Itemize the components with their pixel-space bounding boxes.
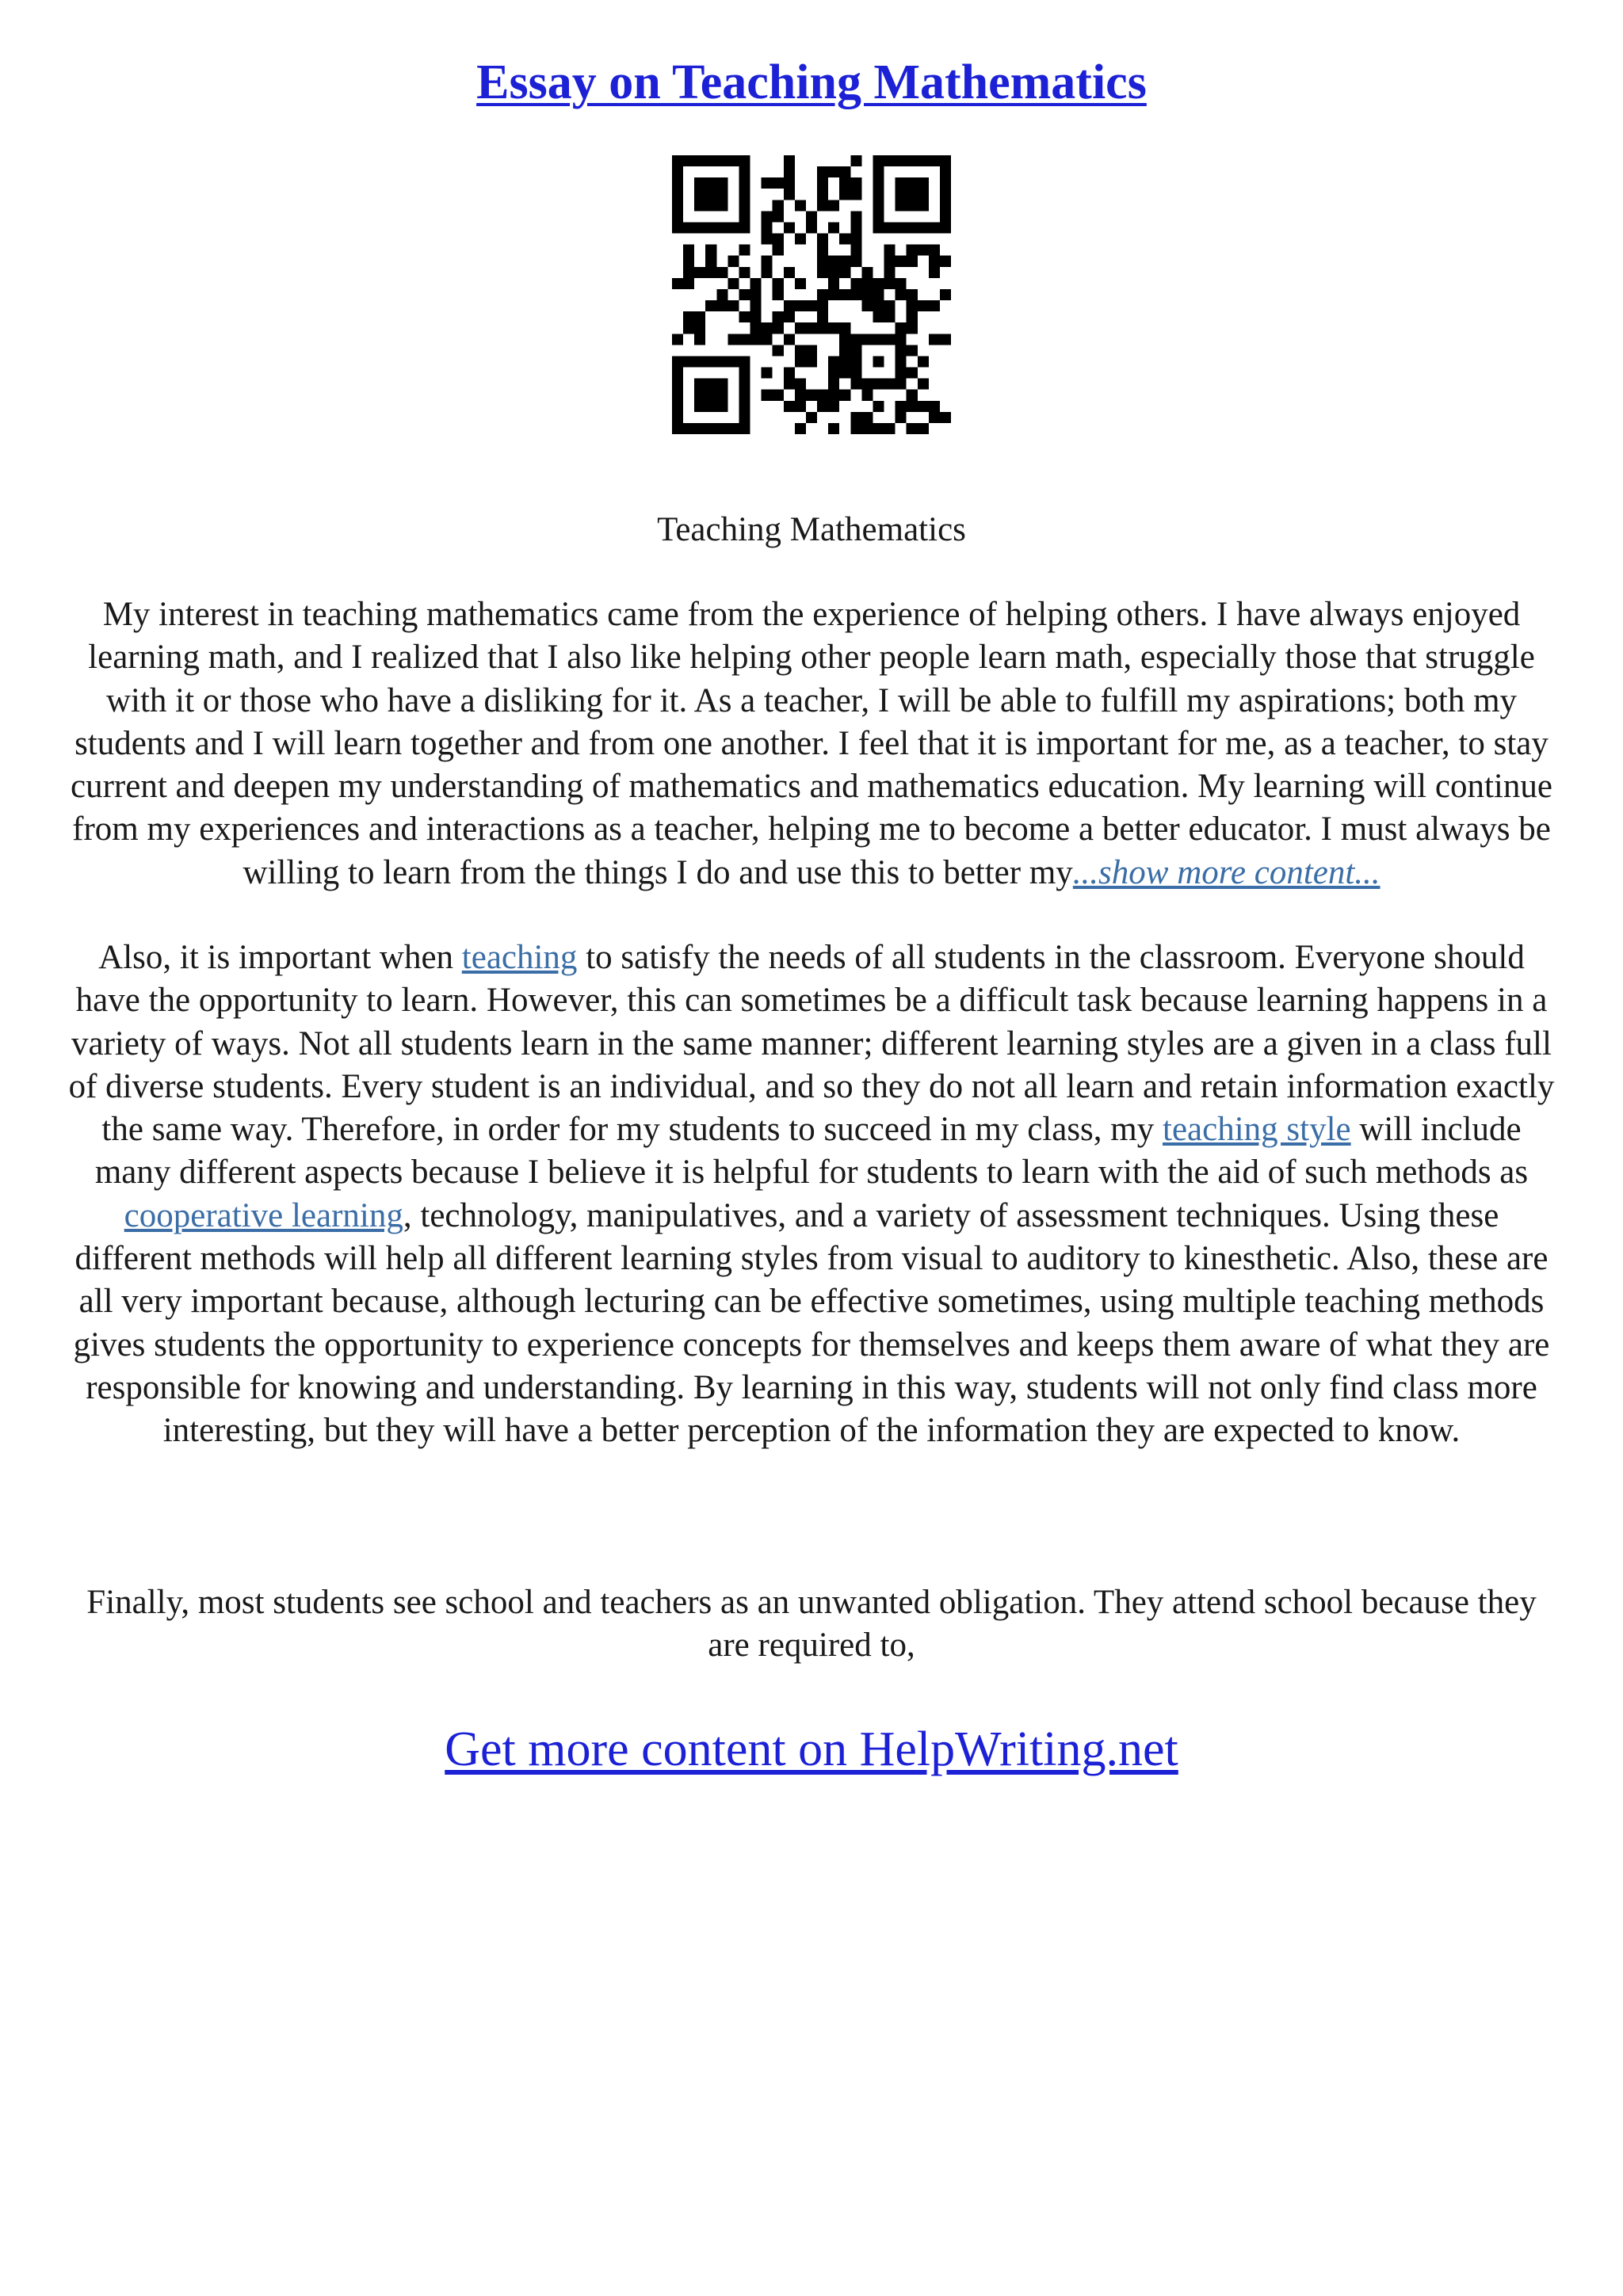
essay-subtitle: Teaching Mathematics — [657, 511, 966, 548]
get-more-content-link[interactable]: Get more content on HelpWriting.net — [445, 1722, 1178, 1776]
paragraph-1-text: My interest in teaching mathematics came from the experience of helping others. I have always enjoyed learning math, and I realized that I also like helping other people learn math, especially those that struggle with it or those who have a disliking for it. As a teacher, I will be able to fulfill my aspirations; both my students and I will learn together and from one another. I feel that it is important for me, as a teacher, to stay current and deepen my understanding of mathematics and mathematics education. My learning will continue from my experiences and interactions as a teacher, helping me to become a better educator. I must always be willing to learn from the things I do and use this to better my — [71, 596, 1552, 891]
teaching-link[interactable]: teaching — [461, 939, 578, 976]
essay-paragraph-1 — [63, 593, 1560, 894]
essay-paragraph-2 — [63, 936, 1560, 1453]
paragraph-2-text-1: Also, it is important when — [98, 939, 462, 976]
qr-code-icon — [672, 155, 951, 434]
footer — [0, 1719, 1623, 1779]
show-more-link[interactable]: ...show more content... — [1072, 853, 1381, 891]
paragraph-2-text-2: to satisfy the needs of all students in the classroom. Everyone should have the opportunity to learn. However, this can sometimes be a difficult task because learning happens in a variety of ways. Not all students learn in the same manner; different learning styles are a given in a class full of diverse students. Every student is an individual, and so they do not all learn and retain information exactly the same way. Therefore, in order for my students to succeed in my class, my — [68, 939, 1555, 1149]
paragraph-2-text-4: , technology, manipulatives, and a variety of assessment techniques. Using these different methods will help all different learning styles from visual to auditory to kinesthetic. Also, these are all very important because, although lecturing can be effective sometimes, using multiple teaching methods gives students the opportunity to experience concepts for themselves and keeps them aware of what they are responsible for knowing and understanding. By learning in this way, students will not only find class more interesting, but they will have a better perception of the information they are expected to know. — [73, 1196, 1550, 1450]
title-link[interactable]: Essay on Teaching Mathematics — [476, 55, 1147, 109]
essay-paragraph-3: Finally, most students see school and teachers as an unwanted obligation. They attend school because they are required to, — [86, 1584, 1537, 1665]
page-title — [0, 55, 1623, 109]
paragraph-2-text-3: will include many different aspects because I believe it is helpful for students to learn with the aid of such methods as — [94, 1111, 1529, 1192]
cooperative-learning-link[interactable]: cooperative learning — [124, 1196, 403, 1234]
teaching-style-link[interactable]: teaching style — [1163, 1111, 1351, 1149]
